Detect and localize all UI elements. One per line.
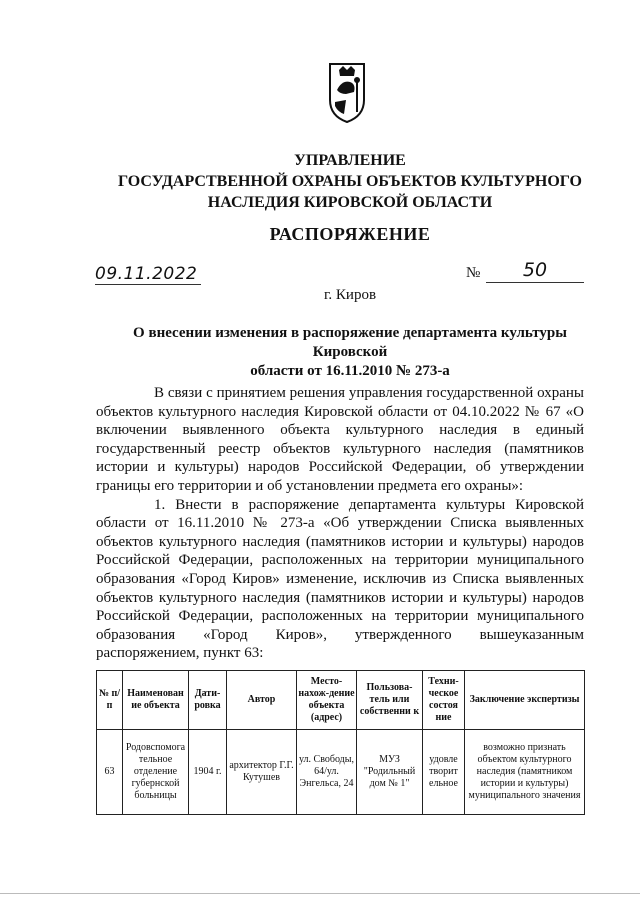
organization-name <box>100 150 600 213</box>
table-cell: 63 <box>97 730 123 815</box>
table-cell: МУЗ "Родильный дом № 1" <box>357 730 423 815</box>
table-header-cell: Автор <box>227 671 297 730</box>
body-paragraph-1: В связи с принятием решения управления государственной охраны объектов культурного наследия Кировской области от 04.10.2022 № 67 «О включении выявленного объекта культурного наследия в единый государственный реестр объектов культурного наследия (памятников истории и культуры) народов Российской Федерации, об утверждении границы его территории и об установлении предмета его охраны»: <box>96 385 584 494</box>
table-header-cell: Место-нахож-дение объекта (адрес) <box>297 671 357 730</box>
table-header-cell: Наименован ие объекта <box>123 671 189 730</box>
table-header-cell: Заключение экспертизы <box>465 671 585 730</box>
table-cell: ул. Свободы, 64/ул. Энгельса, 24 <box>297 730 357 815</box>
table-header-cell: Пользова-тель или собственни к <box>357 671 423 730</box>
table-cell: удовле творит ельное <box>423 730 465 815</box>
body-paragraph-2: 1. Внести в распоряжение департамента культуры Кировской области от 16.11.2010 № 273-а «Об утверждении Списка выявленных объектов культурного наследия (памятников истории и культуры) народов Российской Федерации, расположенных на территории муниципального образования «Город Киров» изменение, исключив из Списка выявленных объектов культурного наследия (памятников истории и культуры) народов Российской Федерации, расположенных на территории муниципального образования «Город Киров», утвержденного вышеуказанным распоряжением, пункт 63: <box>96 496 584 662</box>
table-header-cell: № п/п <box>97 671 123 730</box>
table-header-row <box>97 671 585 730</box>
table-row <box>97 730 585 815</box>
document-body <box>96 384 584 663</box>
document-subject <box>100 324 600 381</box>
objects-table <box>96 670 585 815</box>
city-name: г. Киров <box>323 287 377 303</box>
org-line-3: НАСЛЕДИЯ КИРОВСКОЙ ОБЛАСТИ <box>207 194 493 211</box>
table-cell: 1904 г. <box>189 730 227 815</box>
table-header-cell: Дати-ровка <box>189 671 227 730</box>
number-label: № <box>466 265 481 281</box>
page-bottom-divider <box>0 893 640 894</box>
coat-of-arms-emblem <box>326 60 368 124</box>
subject-line-1: О внесении изменения в распоряжение департамента культуры Кировской <box>133 325 567 360</box>
org-line-2: ГОСУДАРСТВЕННОЙ ОХРАНЫ ОБЪЕКТОВ КУЛЬТУРНОГО <box>118 173 582 190</box>
org-line-1: УПРАВЛЕНИЕ <box>294 152 406 169</box>
table-cell: Родовспомога тельное отделение губернской больницы <box>123 730 189 815</box>
document-type-title: РАСПОРЯЖЕНИЕ <box>269 224 431 244</box>
document-number: 50 <box>486 258 584 283</box>
document-date: 09.11.2022 <box>95 264 201 285</box>
subject-line-2: области от 16.11.2010 № 273-а <box>250 363 450 379</box>
table-header-cell: Техни-ческое состоя ние <box>423 671 465 730</box>
table-cell: архитектор Г.Г. Кутушев <box>227 730 297 815</box>
table-cell: возможно признать объектом культурного наследия (памятником истории и культуры) муниципального значения <box>465 730 585 815</box>
